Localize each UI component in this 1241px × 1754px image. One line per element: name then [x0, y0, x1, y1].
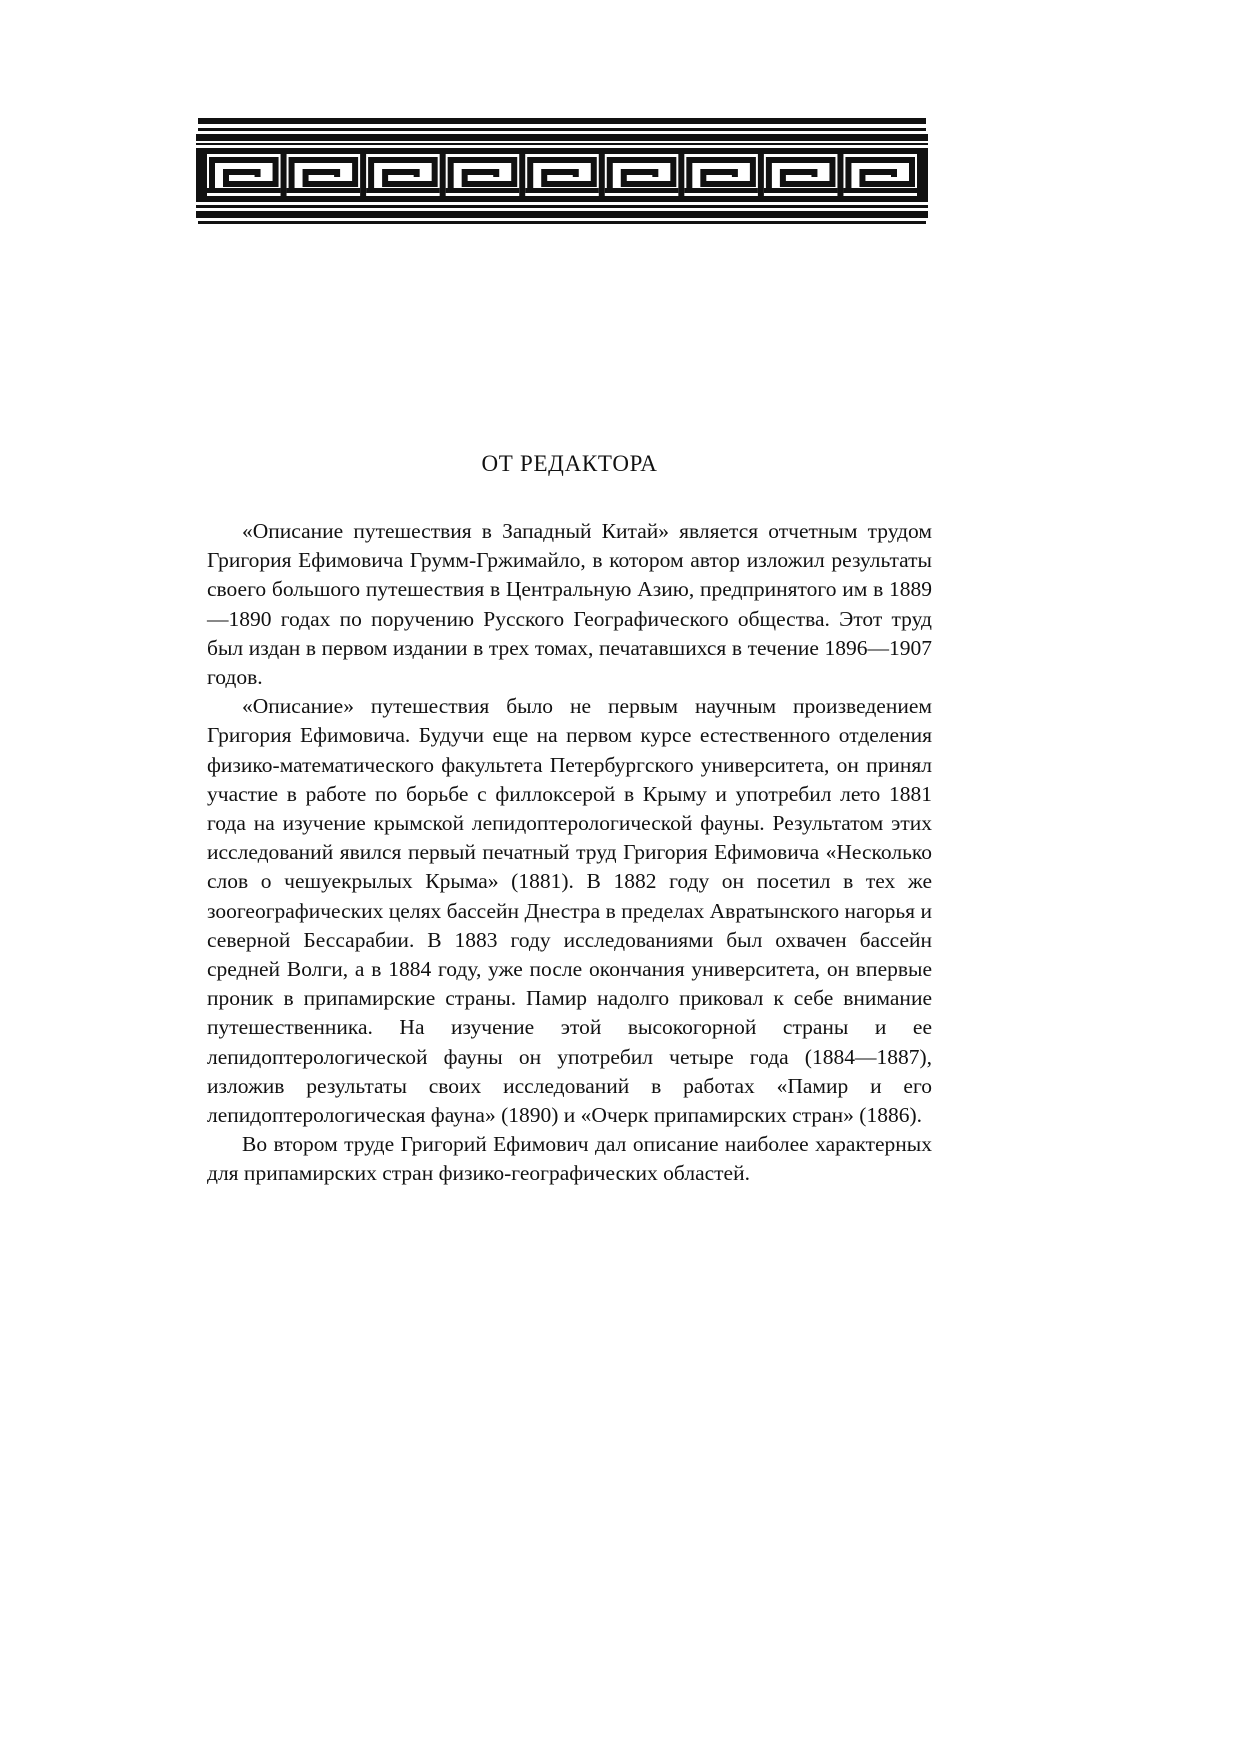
paragraph-1: «Описание путешествия в Западный Китай» является отчетным трудом Григория Ефимовича Грумм-Гржимайло, в котором автор изложил результаты своего большого путешествия в Центральную Азию, предпринятого им в 1889—1890 годах по поручению Русского Географического общества. Этот труд был издан в первом издании в трех томах, печатавшихся в течение 1896—1907 годов.: [207, 519, 932, 690]
paragraph-3: Во втором труде Григорий Ефимович дал описание наиболее характерных для припамирских стран физико-географических областей.: [207, 1132, 932, 1186]
body-text: [207, 517, 932, 1189]
greek-key-border-icon: [196, 114, 930, 228]
paragraph-2: «Описание» путешествия было не первым научным произведением Григория Ефимовича. Будучи еще на первом курсе естественного отделения физико-математического факультета Петербургского университета, он принял участие в работе по борьбе с филлоксерой в Крыму и употребил лето 1881 года на изучение крымской лепидоптерологической фауны. Результатом этих исследований явился первый печатный труд Григория Ефимовича «Несколько слов о чешуекрылых Крыма» (1881). В 1882 году он посетил в тех же зоогеографических целях бассейн Днестра в пределах Авратынского нагорья и северной Бессарабии. В 1883 году исследованиями был охвачен бассейн средней Волги, а в 1884 году, уже после окончания университета, он впервые проник в припамирские страны. Памир надолго приковал к себе внимание путешественника. На изучение этой высокогорной страны и ее лепидоптерологической фауны он употребил четыре года (1884—1887), изложив результаты своих исследований в работах «Памир и его лепидоптерологическая фауна» (1890) и «Очерк припамирских стран» (1886).: [207, 694, 932, 1128]
page-title: ОТ РЕДАКТОРА: [481, 451, 658, 476]
